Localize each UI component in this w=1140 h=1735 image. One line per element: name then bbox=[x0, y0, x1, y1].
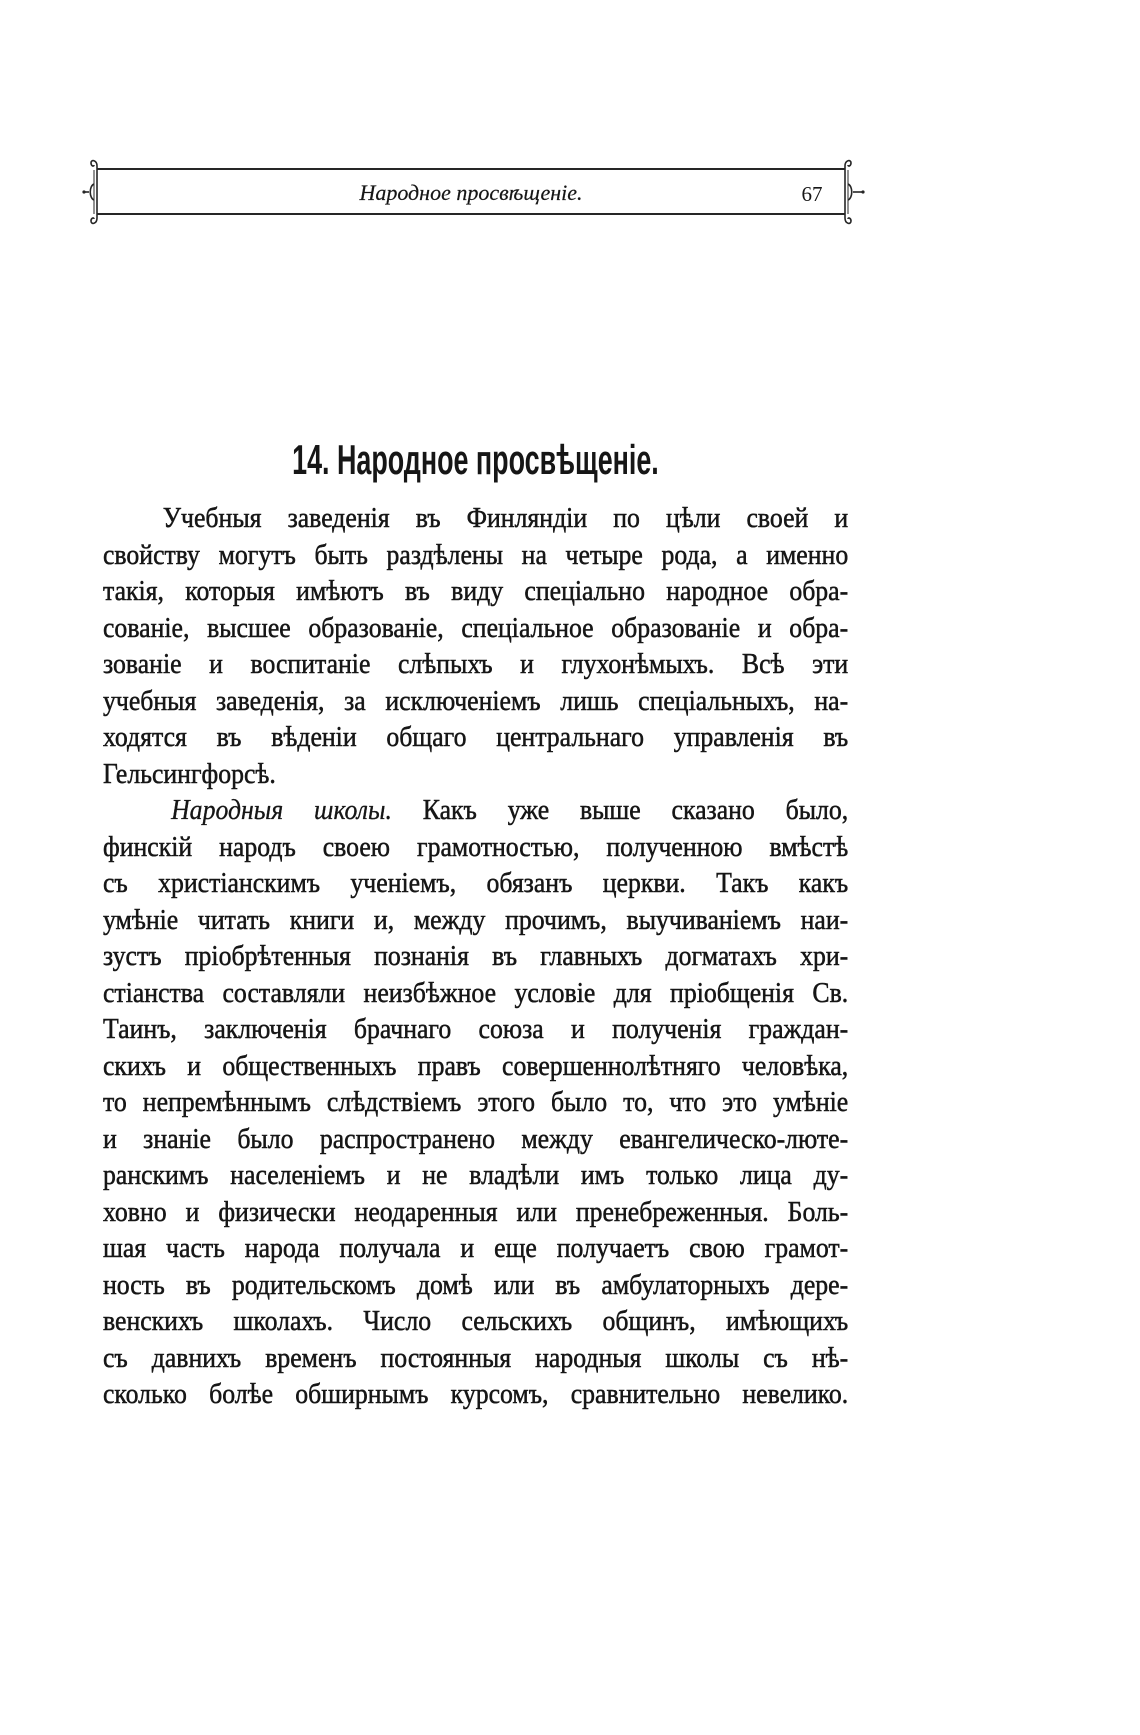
text-line bbox=[103, 793, 848, 830]
text-line: умѣніе читать книги и, между прочимъ, выучиваніемъ наи- bbox=[103, 904, 849, 936]
text-line: Таинъ, заключенія брачнаго союза и полученія граждан- bbox=[103, 1014, 849, 1045]
text-line: сколько болѣе обширнымъ курсомъ, сравнительно невелико. bbox=[103, 1379, 849, 1410]
section-title: 14. Народное просвѣщеніе. bbox=[292, 436, 659, 483]
text-line: стіанства составляли неизбѣжное условіе для пріобщенія Св. bbox=[103, 977, 849, 1009]
body-text bbox=[103, 501, 848, 1414]
paragraph-lead-in: Народныя школы. bbox=[171, 795, 392, 826]
running-header-title: Народное просвѣщеніе. bbox=[359, 180, 583, 205]
text-line: съ христіанскимъ ученіемъ, обязанъ церкви. Такъ какъ bbox=[103, 868, 849, 899]
text-line: Учебныя заведенія въ Финляндіи по цѣли своей и bbox=[162, 503, 849, 534]
text-line: зованіе и воспитаніе слѣпыхъ и глухонѣмыхъ. Всѣ эти bbox=[103, 649, 849, 680]
text-line: то непремѣннымъ слѣдствіемъ этого было то, что это умѣніе bbox=[103, 1087, 849, 1118]
text-line: ность въ родительскомъ домѣ или въ амбулаторныхъ дере- bbox=[103, 1269, 849, 1301]
section-title-block bbox=[103, 435, 848, 485]
text-line: скихъ и общественныхъ правъ совершеннолѣтняго человѣка, bbox=[103, 1050, 849, 1082]
text-line: и знаніе было распространено между евангелическо-люте- bbox=[103, 1123, 849, 1155]
text-line: зустъ пріобрѣтенныя познанія въ главныхъ догматахъ хри- bbox=[103, 941, 849, 972]
text-line: шая часть народа получала и еще получаетъ свою грамот- bbox=[103, 1233, 849, 1264]
text-line: свойству могутъ быть раздѣлены на четыре рода, а именно bbox=[103, 539, 849, 571]
text-line: ховно и физически неодаренныя или пренебреженныя. Боль- bbox=[103, 1196, 849, 1228]
paragraph bbox=[103, 793, 848, 1414]
text-line: Гельсингфорсѣ. bbox=[103, 758, 276, 790]
text-line: сованіе, высшее образованіе, спеціальное образованіе и обра- bbox=[103, 612, 849, 644]
text-line: финскій народъ своею грамотностью, полученною вмѣстѣ bbox=[103, 831, 849, 863]
page-number: 67 bbox=[801, 182, 823, 206]
text-line: ходятся въ вѣденіи общаго центральнаго управленія въ bbox=[103, 722, 849, 753]
text-line: ранскимъ населеніемъ и не владѣли имъ только лица ду- bbox=[103, 1160, 849, 1191]
text-line: учебныя заведенія, за исключеніемъ лишь спеціальныхъ, на- bbox=[103, 685, 849, 717]
header-top-rule bbox=[97, 168, 845, 170]
text-line: венскихъ школахъ. Число сельскихъ общинъ, имѣющихъ bbox=[103, 1306, 849, 1337]
text-line-rest: Какъ уже выше сказано было, bbox=[422, 795, 849, 826]
header-right-ornament bbox=[842, 157, 866, 227]
text-line: такія, которыя имѣютъ въ виду спеціально народное обра- bbox=[103, 576, 849, 607]
paragraph bbox=[103, 501, 848, 793]
header-bottom-rule bbox=[97, 213, 845, 215]
text-line: съ давнихъ временъ постоянныя народныя школы съ нѣ- bbox=[103, 1342, 849, 1374]
